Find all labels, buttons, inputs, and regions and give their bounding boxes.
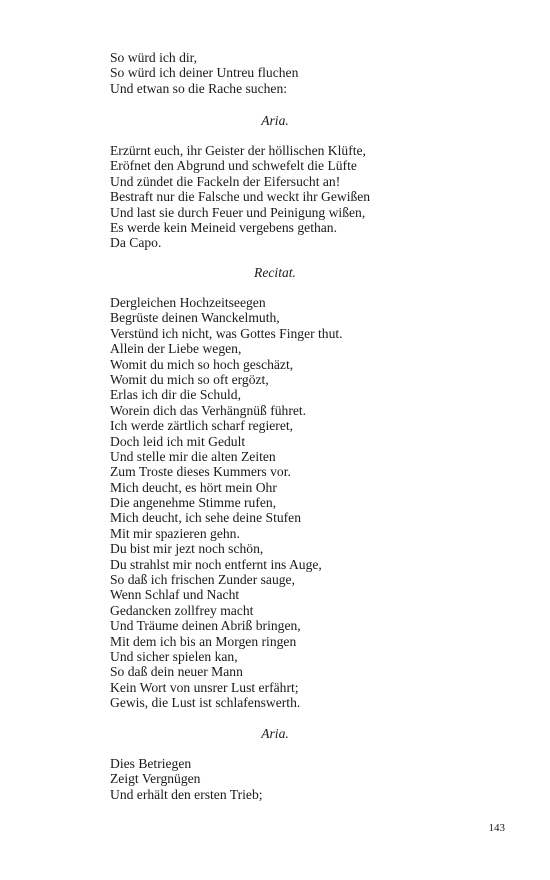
verse-line: Es werde kein Meineid vergebens gethan. [110,219,337,235]
verse-line: Allein der Liebe wegen, [110,341,242,357]
stanza-recitat [110,295,440,711]
verse-line: Mit dem ich bis an Morgen ringen [110,633,297,649]
verse-line: Mich deucht, ich sehe deine Stufen [110,510,302,526]
verse-line: Gedancken zollfrey macht [110,602,254,618]
verse-line: Dergleichen Hochzeitseegen [110,295,266,310]
verse-line: Und etwan so die Rache suchen: [110,80,288,96]
verse-line: Und last sie durch Feuer und Peinigung wißen, [110,204,366,220]
verse-line: Kein Wort von unsrer Lust erfährt; [110,679,299,695]
verse-line: Wenn Schlaf und Nacht [110,587,240,603]
verse-line: Mich deucht, es hört mein Ohr [110,479,277,495]
verse-line: Bestraft nur die Falsche und weckt ihr Gewißen [110,189,371,205]
verse-line: Erlas ich dir die Schuld, [110,387,241,403]
verse-line: Verstünd ich nicht, was Gottes Finger thut. [110,325,343,341]
verse-line: Womit du mich so hoch geschäzt, [110,356,294,372]
stanza-aria-1 [110,143,440,251]
verse-line: So daß ich frischen Zunder sauge, [110,572,295,588]
verse-line: So würd ich dir, [110,50,198,65]
verse-line: So würd ich deiner Untreu fluchen [110,65,299,81]
verse-line: Dies Betriegen [110,756,192,771]
verse-line: Worein dich das Verhängnüß führet. [110,402,307,418]
verse-line: Und sicher spielen kan, [110,648,238,664]
stanza-aria-2 [110,756,440,802]
section-heading-aria-2: Aria. [261,726,289,741]
verse-line: Die angenehme Stimme rufen, [110,495,277,511]
verse-line: Doch leid ich mit Gedult [110,433,246,449]
stanza-recitative-end [110,50,440,96]
verse-line: Zum Troste dieses Kummers vor. [110,464,291,480]
page-number: 143 [488,822,505,834]
verse-line: Und zündet die Fackeln der Eifersucht an! [110,173,341,189]
verse-line: Da Capo. [110,235,162,251]
verse-line: Erzürnt euch, ihr Geister der höllischen Klüfte, [110,143,366,158]
verse-line: Du strahlst mir noch entfernt ins Auge, [110,556,322,572]
verse-line: Zeigt Vergnügen [110,771,201,787]
verse-line: Mit mir spazieren gehn. [110,525,240,541]
section-heading-recitat: Recitat. [254,265,296,280]
verse-line: Du bist mir jezt noch schön, [110,541,264,557]
verse-line: Womit du mich so oft ergözt, [110,371,269,387]
verse-line: Gewis, die Lust ist schlafenswerth. [110,695,301,711]
verse-line: Ich werde zärtlich scharf regieret, [110,418,294,434]
verse-line: Und erhält den ersten Trieb; [110,786,263,802]
verse-line: Begrüste deinen Wanckelmuth, [110,310,280,326]
verse-line: So daß dein neuer Mann [110,664,243,680]
verse-line: Und stelle mir die alten Zeiten [110,448,276,464]
verse-line: Und Träume deinen Abriß bringen, [110,618,301,634]
section-heading-aria: Aria. [261,113,289,128]
verse-line: Eröfnet den Abgrund und schwefelt die Lüfte [110,158,357,174]
